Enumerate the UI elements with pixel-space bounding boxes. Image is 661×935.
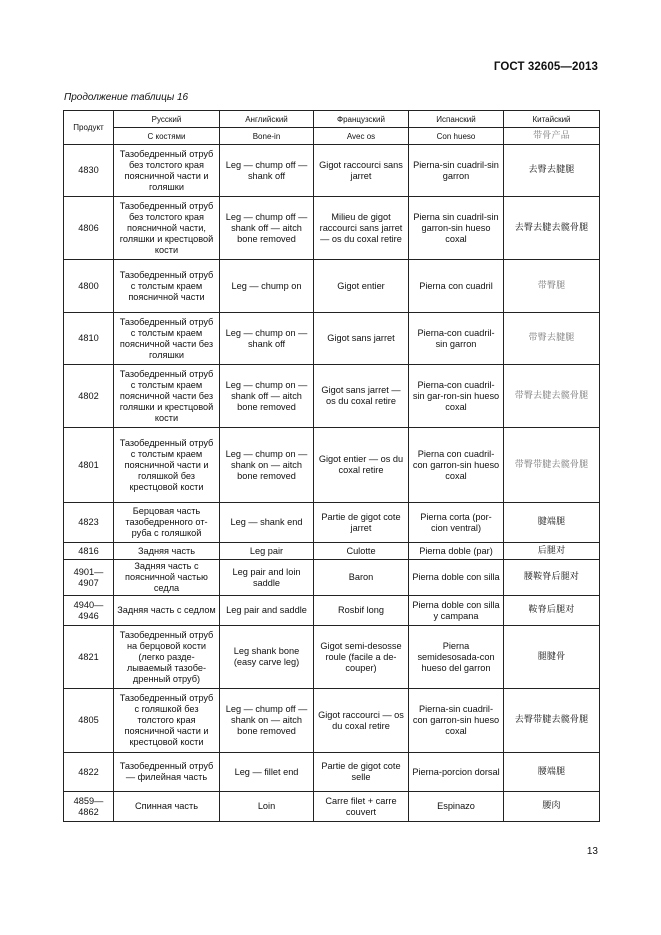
- cell-english: Leg pair and loin saddle: [220, 560, 314, 596]
- cell-chinese: 带臀去腱去髋骨腿: [504, 365, 600, 428]
- table-caption: Продолжение таблицы 16: [64, 92, 189, 103]
- subheader-english: Bone-in: [220, 128, 314, 145]
- cell-product-code: 4816: [64, 543, 114, 560]
- cell-english: Leg pair: [220, 543, 314, 560]
- cell-chinese: 带臀去腱腿: [504, 313, 600, 365]
- col-header-french: Французский: [314, 111, 409, 128]
- cell-english: Leg — chump on — shank off: [220, 313, 314, 365]
- cell-chinese: 腰鞍脊后腿对: [504, 560, 600, 596]
- cell-russian: Тазобедренный отруб — филейная часть: [114, 753, 220, 792]
- cell-english: Leg — shank end: [220, 503, 314, 543]
- cell-product-code: 4822: [64, 753, 114, 792]
- col-header-product: Продукт: [64, 111, 114, 145]
- col-header-english: Английский: [220, 111, 314, 128]
- cell-product-code: 4823: [64, 503, 114, 543]
- cell-english: Leg — chump off — shank off — aitch bone removed: [220, 197, 314, 260]
- cell-product-code: 4800: [64, 260, 114, 313]
- table-row: [64, 260, 600, 313]
- cell-spanish: Pierna con cuadril: [409, 260, 504, 313]
- standard-number: ГОСТ 32605—2013: [493, 61, 598, 73]
- col-header-chinese: Китайский: [504, 111, 600, 128]
- cell-chinese: 带臀腿: [504, 260, 600, 313]
- cell-spanish: Pierna con cuadril-con garron-sin hueso coxal: [409, 428, 504, 503]
- cell-chinese: 腰端腿: [504, 753, 600, 792]
- table-row: [64, 365, 600, 428]
- cell-english: Leg — fillet end: [220, 753, 314, 792]
- cell-product-code: 4830: [64, 145, 114, 197]
- cell-russian: Тазобедренный отруб с толстым краем поясничной части и голяшкой без крестцовой кости: [114, 428, 220, 503]
- cell-spanish: Pierna corta (por-cion ventral): [409, 503, 504, 543]
- subheader-french: Avec os: [314, 128, 409, 145]
- cell-spanish: Pierna doble (par): [409, 543, 504, 560]
- cell-english: Leg — chump on — shank on — aitch bone removed: [220, 428, 314, 503]
- cell-chinese: 后腿对: [504, 543, 600, 560]
- cell-spanish: Pierna doble con silla y campana: [409, 596, 504, 626]
- table-row: [64, 503, 600, 543]
- cell-product-code: 4859—4862: [64, 792, 114, 822]
- table-row: [64, 689, 600, 753]
- subheader-chinese: 带骨产品: [504, 128, 600, 145]
- cell-french: Gigot sans jarret — os du coxal retire: [314, 365, 409, 428]
- cell-russian: Тазобедренный отруб без толстого края поясничной части, голяшки и крестцовой кости: [114, 197, 220, 260]
- subheader-russian: С костями: [114, 128, 220, 145]
- cell-french: Gigot entier — os du coxal retire: [314, 428, 409, 503]
- page-number: 13: [586, 846, 598, 857]
- cell-french: Gigot semi-desosse roule (facile a de-couper): [314, 626, 409, 689]
- cell-russian: Спинная часть: [114, 792, 220, 822]
- cell-product-code: 4810: [64, 313, 114, 365]
- cell-spanish: Pierna-sin cuadril-sin garron: [409, 145, 504, 197]
- cell-product-code: 4802: [64, 365, 114, 428]
- table-row: [64, 792, 600, 822]
- cell-product-code: 4821: [64, 626, 114, 689]
- cell-french: Gigot sans jarret: [314, 313, 409, 365]
- cell-russian: Берцовая часть тазобедренного от-руба с голяшкой: [114, 503, 220, 543]
- cell-french: Baron: [314, 560, 409, 596]
- cell-spanish: Pierna sin cuadril-sin garron-sin hueso coxal: [409, 197, 504, 260]
- cell-french: Gigot raccourci — os du coxal retire: [314, 689, 409, 753]
- cell-english: Leg — chump off — shank off: [220, 145, 314, 197]
- cell-french: Rosbif long: [314, 596, 409, 626]
- table-row: [64, 753, 600, 792]
- cell-chinese: 带臀带腱去髋骨腿: [504, 428, 600, 503]
- cell-french: Culotte: [314, 543, 409, 560]
- table-row: [64, 428, 600, 503]
- table-row: [64, 596, 600, 626]
- cell-chinese: 去臀去腱腿: [504, 145, 600, 197]
- cell-french: Gigot entier: [314, 260, 409, 313]
- cell-spanish: Espinazo: [409, 792, 504, 822]
- cell-russian: Тазобедренный отруб с голяшкой без толстого края поясничной части и крестцовой кости: [114, 689, 220, 753]
- cell-product-code: 4901—4907: [64, 560, 114, 596]
- subheader-spanish: Con hueso: [409, 128, 504, 145]
- cell-russian: Тазобедренный отруб без толстого края поясничной части и голяшки: [114, 145, 220, 197]
- cell-russian: Тазобедренный отруб с толстым краем поясничной части без голяшки и крестцовой кости: [114, 365, 220, 428]
- table-row: [64, 313, 600, 365]
- cell-russian: Тазобедренный отруб с толстым краем поясничной части без голяшки: [114, 313, 220, 365]
- cell-spanish: Pierna semidesosada-con hueso del garron: [409, 626, 504, 689]
- translation-table: [63, 110, 600, 822]
- col-header-russian: Русский: [114, 111, 220, 128]
- header-row: [64, 111, 600, 128]
- subheader-row: [64, 128, 600, 145]
- cell-chinese: 去臀去腱去髋骨腿: [504, 197, 600, 260]
- cell-english: Leg shank bone (easy carve leg): [220, 626, 314, 689]
- cell-russian: Задняя часть с седлом: [114, 596, 220, 626]
- cell-product-code: 4940—4946: [64, 596, 114, 626]
- table-row: [64, 626, 600, 689]
- cell-french: Partie de gigot cote jarret: [314, 503, 409, 543]
- cell-russian: Тазобедренный отруб на берцовой кости (легко разде-лываемый тазобе-дренный отруб): [114, 626, 220, 689]
- cell-chinese: 腰肉: [504, 792, 600, 822]
- cell-french: Carre filet + carre couvert: [314, 792, 409, 822]
- cell-russian: Задняя часть с поясничной частью седла: [114, 560, 220, 596]
- table-row: [64, 560, 600, 596]
- cell-french: Milieu de gigot raccourci sans jarret — os du coxal retire: [314, 197, 409, 260]
- cell-spanish: Pierna-con cuadril-sin garron: [409, 313, 504, 365]
- cell-english: Loin: [220, 792, 314, 822]
- cell-french: Gigot raccourci sans jarret: [314, 145, 409, 197]
- cell-spanish: Pierna doble con silla: [409, 560, 504, 596]
- cell-product-code: 4805: [64, 689, 114, 753]
- cell-chinese: 腿腱骨: [504, 626, 600, 689]
- cell-english: Leg — chump off — shank on — aitch bone removed: [220, 689, 314, 753]
- cell-english: Leg — chump on — shank off — aitch bone removed: [220, 365, 314, 428]
- cell-english: Leg pair and saddle: [220, 596, 314, 626]
- table-body: [64, 145, 600, 822]
- cell-chinese: 鞍脊后腿对: [504, 596, 600, 626]
- cell-product-code: 4806: [64, 197, 114, 260]
- table-row: [64, 543, 600, 560]
- cell-english: Leg — chump on: [220, 260, 314, 313]
- cell-chinese: 腱端腿: [504, 503, 600, 543]
- cell-chinese: 去臀带腱去髋骨腿: [504, 689, 600, 753]
- cell-spanish: Pierna-con cuadril-sin gar-ron-sin hueso coxal: [409, 365, 504, 428]
- cell-russian: Задняя часть: [114, 543, 220, 560]
- cell-russian: Тазобедренный отруб с толстым краем поясничной части: [114, 260, 220, 313]
- cell-french: Partie de gigot cote selle: [314, 753, 409, 792]
- cell-spanish: Pierna-sin cuadril-con garron-sin hueso coxal: [409, 689, 504, 753]
- table-row: [64, 145, 600, 197]
- cell-spanish: Pierna-porcion dorsal: [409, 753, 504, 792]
- col-header-spanish: Испанский: [409, 111, 504, 128]
- table-row: [64, 197, 600, 260]
- cell-product-code: 4801: [64, 428, 114, 503]
